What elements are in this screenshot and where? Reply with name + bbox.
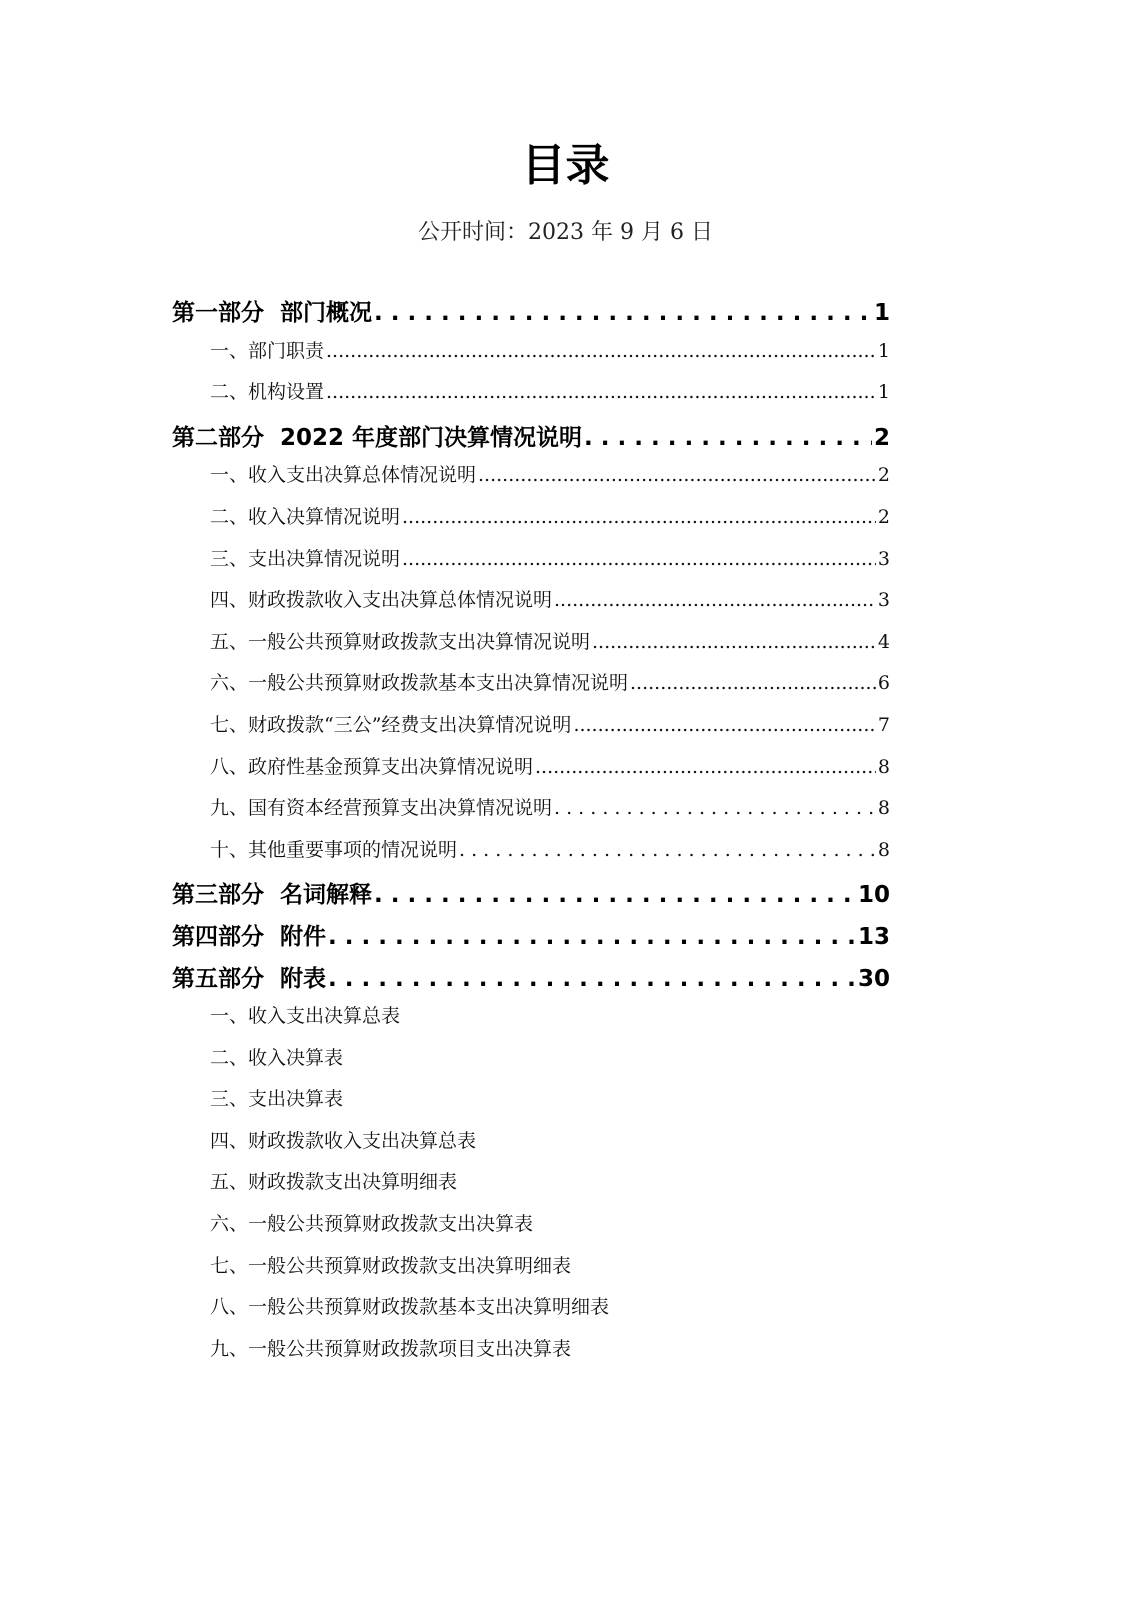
- dot-leader: [402, 506, 876, 528]
- toc-part-4[interactable]: [172, 918, 890, 960]
- page-number: 10: [857, 882, 890, 909]
- toc-item-label: 三、支出决算表: [210, 1088, 344, 1111]
- dot-leader: [402, 548, 876, 570]
- page-title: 目录: [521, 140, 610, 191]
- toc-item-label: 二、收入决算情况说明: [210, 505, 401, 528]
- toc-item[interactable]: [172, 336, 890, 378]
- page-number: 1: [877, 339, 890, 362]
- page-number: 2: [877, 464, 890, 487]
- toc-item[interactable]: [172, 377, 890, 419]
- toc-part-label: [172, 918, 326, 951]
- toc-item-label: 三、支出决算情况说明: [210, 547, 401, 570]
- toc-item-label: 六、一般公共预算财政拨款基本支出决算情况说明: [210, 672, 629, 695]
- part-number: 第五部分: [172, 965, 264, 992]
- dot-leader: [554, 589, 876, 611]
- page-number: 3: [877, 547, 890, 570]
- toc-item[interactable]: [172, 668, 890, 710]
- dot-leader: [592, 631, 876, 653]
- part-title: 附件: [280, 923, 326, 950]
- toc-item-label: 一、收入支出决算总表: [210, 1005, 401, 1028]
- toc-table-item[interactable]: [172, 1292, 890, 1334]
- page-number: 8: [877, 755, 890, 778]
- page-number: 1: [877, 381, 890, 404]
- toc-table-item[interactable]: [172, 1126, 890, 1168]
- dot-leader: [374, 882, 856, 908]
- toc-item-label: 七、财政拨款“三公”经费支出决算情况说明: [210, 713, 572, 736]
- toc-item-label: 九、国有资本经营预算支出决算情况说明: [210, 797, 553, 820]
- toc-item-label: 八、一般公共预算财政拨款基本支出决算明细表: [210, 1296, 610, 1319]
- table-of-contents: [172, 294, 890, 1375]
- toc-item-label: 二、机构设置: [210, 381, 325, 404]
- toc-part-label: [172, 419, 582, 452]
- part-title: 名词解释: [280, 882, 372, 909]
- toc-item-label: 七、一般公共预算财政拨款支出决算明细表: [210, 1254, 572, 1277]
- toc-part-3[interactable]: [172, 876, 890, 918]
- dot-leader: [326, 381, 876, 403]
- toc-part-2[interactable]: [172, 419, 890, 461]
- toc-part-label: [172, 960, 326, 993]
- toc-item[interactable]: [172, 835, 890, 877]
- toc-item-label: 六、一般公共预算财政拨款支出决算表: [210, 1213, 534, 1236]
- toc-item[interactable]: [172, 793, 890, 835]
- part-title: 部门概况: [280, 300, 372, 326]
- toc-item[interactable]: [172, 460, 890, 502]
- toc-item[interactable]: [172, 502, 890, 544]
- toc-part-5[interactable]: [172, 960, 890, 1002]
- page-number: 2: [873, 424, 890, 451]
- publish-date: 公开时间：2023 年 9 月 6 日: [418, 220, 713, 245]
- toc-item-label: 九、一般公共预算财政拨款项目支出决算表: [210, 1337, 572, 1360]
- toc-item-label: 一、收入支出决算总体情况说明: [210, 464, 477, 487]
- dot-leader: [328, 966, 856, 992]
- toc-item[interactable]: [172, 752, 890, 794]
- toc-item-label: 二、收入决算表: [210, 1046, 344, 1069]
- part-title: 附表: [280, 965, 326, 992]
- toc-item[interactable]: [172, 627, 890, 669]
- dot-leader: [573, 714, 875, 736]
- dot-leader: [328, 924, 856, 950]
- part-number: 第一部分: [172, 300, 264, 326]
- page-number: 1: [873, 300, 890, 326]
- page-number: 8: [877, 838, 890, 861]
- part-number: 第四部分: [172, 923, 264, 950]
- toc-part-label: [172, 876, 372, 909]
- toc-table-item[interactable]: [172, 1084, 890, 1126]
- dot-leader: [459, 839, 876, 861]
- part-number: 第三部分: [172, 882, 264, 909]
- dot-leader: [478, 464, 876, 486]
- toc-item-label: 八、政府性基金预算支出决算情况说明: [210, 755, 534, 778]
- page-number: 30: [857, 965, 890, 992]
- dot-leader: [630, 672, 876, 694]
- dot-leader: [374, 300, 872, 326]
- toc-table-item[interactable]: [172, 1334, 890, 1376]
- toc-part-label: [172, 294, 372, 327]
- toc-table-item[interactable]: [172, 1209, 890, 1251]
- toc-item-label: 一、部门职责: [210, 339, 325, 362]
- toc-item[interactable]: [172, 544, 890, 586]
- toc-item-label: 十、其他重要事项的情况说明: [210, 838, 458, 861]
- page-number: 3: [877, 589, 890, 612]
- toc-item-label: 五、一般公共预算财政拨款支出决算情况说明: [210, 630, 591, 653]
- page-number: 8: [877, 797, 890, 820]
- toc-part-1[interactable]: [172, 294, 890, 336]
- page-number: 13: [857, 923, 890, 950]
- toc-item[interactable]: [172, 710, 890, 752]
- toc-table-item[interactable]: [172, 1043, 890, 1085]
- dot-leader: [326, 340, 876, 362]
- toc-table-item[interactable]: [172, 1167, 890, 1209]
- page-number: 6: [877, 672, 890, 695]
- toc-table-item[interactable]: [172, 1001, 890, 1043]
- toc-item-label: 五、财政拨款支出决算明细表: [210, 1171, 458, 1194]
- toc-item[interactable]: [172, 585, 890, 627]
- part-number: 第二部分: [172, 424, 264, 451]
- page-number: 2: [877, 505, 890, 528]
- page-number: 7: [877, 713, 890, 736]
- dot-leader: [584, 425, 872, 451]
- part-title: 2022 年度部门决算情况说明: [280, 424, 583, 451]
- dot-leader: [535, 756, 876, 778]
- page-number: 4: [877, 630, 890, 653]
- toc-item-label: 四、财政拨款收入支出决算总表: [210, 1129, 477, 1152]
- toc-table-item[interactable]: [172, 1251, 890, 1293]
- toc-item-label: 四、财政拨款收入支出决算总体情况说明: [210, 589, 553, 612]
- dot-leader: [554, 797, 876, 819]
